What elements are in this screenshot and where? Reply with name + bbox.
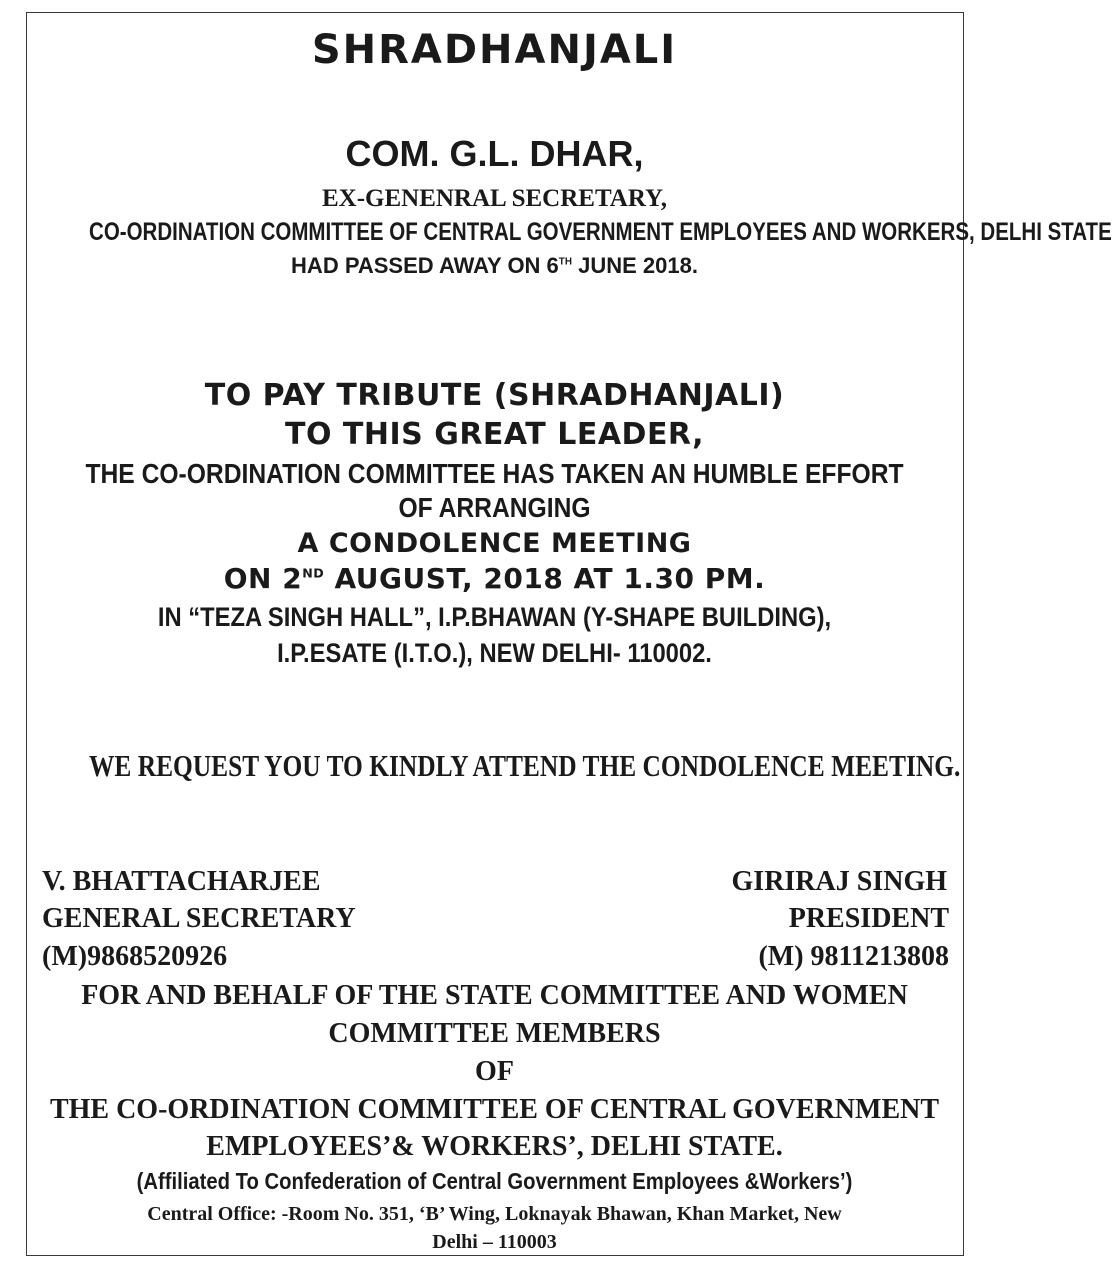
left-signatory-title: GENERAL SECRETARY <box>42 903 356 934</box>
meeting-date-suffix: AUGUST, 2018 AT 1.30 PM. <box>324 562 766 595</box>
deceased-name: COM. G.L. DHAR, <box>345 133 644 174</box>
deceased-organisation: CO-ORDINATION COMMITTEE OF CENTRAL GOVERNMENT EMPLOYEES AND WORKERS, DELHI STATE <box>89 218 1112 246</box>
right-signatory-phone: (M) 9811213808 <box>758 941 949 972</box>
behalf-line-1: FOR AND BEHALF OF THE STATE COMMITTEE AND WOMEN <box>81 980 908 1011</box>
left-signatory-phone: (M)9868520926 <box>42 941 228 972</box>
office-address-line-2: Delhi – 110003 <box>432 1231 557 1253</box>
organisation-line-1: THE CO-ORDINATION COMMITTEE OF CENTRAL GOVERNMENT <box>49 1094 940 1125</box>
right-signatory-name: GIRIRAJ SINGH <box>731 866 947 897</box>
tribute-line-3: THE CO-ORDINATION COMMITTEE HAS TAKEN AN HUMBLE EFFORT <box>85 458 904 489</box>
passed-away-prefix: HAD PASSED AWAY ON 6 <box>291 253 559 278</box>
tribute-line-4: OF ARRANGING <box>398 492 591 523</box>
venue-line-1: IN “TEZA SINGH HALL”, I.P.BHAWAN (Y-SHAPE BUILDING), <box>157 602 832 632</box>
tribute-line-1: TO PAY TRIBUTE (SHRADHANJALI) <box>204 378 785 413</box>
meeting-date-prefix: ON 2 <box>223 562 303 595</box>
passed-away-sup: TH <box>558 256 572 268</box>
office-address-line-1: Central Office: -Room No. 351, ‘B’ Wing, Loknayak Bhawan, Khan Market, New <box>147 1203 842 1225</box>
affiliation-note: (Affiliated To Confederation of Central Government Employees &Workers’) <box>136 1168 853 1194</box>
tribute-line-5: A CONDOLENCE MEETING <box>297 528 692 559</box>
venue-line-2: I.P.ESATE (I.T.O.), NEW DELHI- 110002. <box>277 638 712 668</box>
passed-away-line <box>0 255 989 277</box>
meeting-date-sup: ND <box>302 565 325 581</box>
page-title: SHRADHANJALI <box>311 27 678 73</box>
behalf-of: OF <box>475 1056 514 1087</box>
attendance-request: WE REQUEST YOU TO KINDLY ATTEND THE CONDOLENCE MEETING. <box>89 748 961 783</box>
tribute-line-2: TO THIS GREAT LEADER, <box>285 417 704 452</box>
meeting-date <box>0 562 989 595</box>
left-signatory-name: V. BHATTACHARJEE <box>42 866 321 897</box>
behalf-line-2: COMMITTEE MEMBERS <box>328 1018 661 1049</box>
deceased-designation: EX-GENENRAL SECRETARY, <box>321 185 668 212</box>
passed-away-suffix: JUNE 2018. <box>571 253 698 278</box>
organisation-line-2: EMPLOYEES’& WORKERS’, DELHI STATE. <box>206 1131 783 1162</box>
right-signatory-title: PRESIDENT <box>788 903 949 934</box>
